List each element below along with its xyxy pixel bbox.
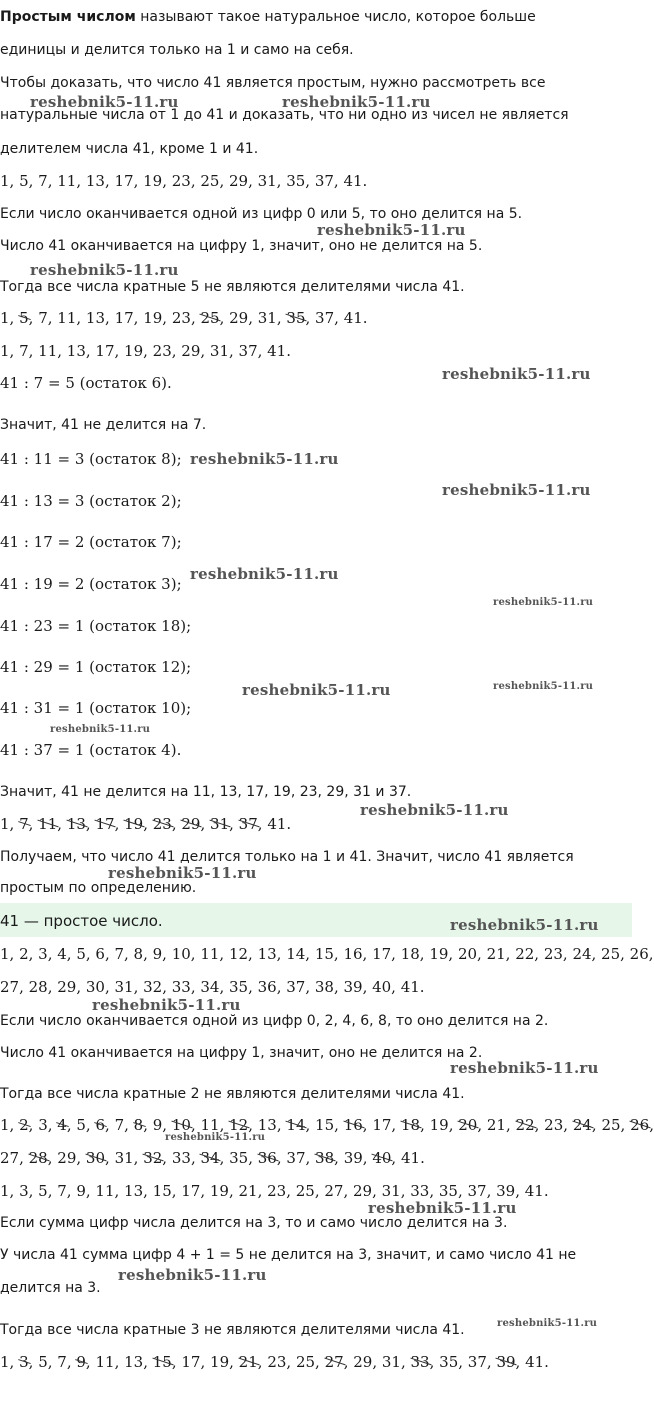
- struck-number: 16: [343, 1116, 363, 1134]
- struck-number: 4: [57, 1116, 67, 1134]
- number: 3: [38, 1116, 48, 1134]
- number: 17: [181, 1353, 201, 1371]
- division-37: 41 : 37 = 1 (остаток 4).: [0, 741, 182, 759]
- struck-number: 7: [19, 815, 29, 833]
- struck-number: 19: [124, 815, 144, 833]
- number: 17: [372, 1116, 392, 1134]
- struck-number: 3: [19, 1353, 29, 1371]
- number: 25: [601, 1116, 621, 1134]
- proof-intro-1: Чтобы доказать, что число 41 является простым, нужно рассмотреть все: [0, 75, 546, 91]
- struck-number: 24: [572, 1116, 592, 1134]
- watermark: reshebnik5-11.ru: [190, 450, 339, 468]
- number: 23: [544, 1116, 564, 1134]
- check-div-3-line-1: У числа 41 сумма цифр 4 + 1 = 5 не делится на 3, значит, и само число 41 не: [0, 1247, 577, 1263]
- struck-number: 37: [238, 815, 258, 833]
- number: 5: [76, 1116, 86, 1134]
- watermark: reshebnik5-11.ru: [442, 481, 591, 499]
- number: 35: [439, 1353, 459, 1371]
- struck-number: 36: [257, 1149, 277, 1167]
- number: 1: [0, 1353, 10, 1371]
- number: 13: [85, 309, 106, 327]
- struck-number: 31: [210, 815, 230, 833]
- watermark: reshebnik5-11.ru: [30, 261, 179, 279]
- struck-number: 11: [38, 815, 58, 833]
- number: 15: [315, 1116, 335, 1134]
- number: 19: [143, 309, 163, 327]
- struck-number: 17: [95, 815, 115, 833]
- check-div-3-line-2: делится на 3.: [0, 1280, 101, 1296]
- number: 9: [152, 1116, 163, 1134]
- definition-line-2: единицы и делится только на 1 и само на себя.: [0, 42, 354, 58]
- struck-number: 20: [458, 1116, 478, 1134]
- rule-div-5: Если число оканчивается одной из цифр 0 или 5, то оно делится на 5.: [0, 206, 523, 222]
- watermark: reshebnik5-11.ru: [118, 1266, 267, 1284]
- watermark: reshebnik5-11.ru: [108, 864, 257, 882]
- number: 19: [429, 1116, 449, 1134]
- number: 23: [171, 309, 191, 327]
- struck-number: 27: [324, 1353, 344, 1371]
- watermark: reshebnik5-11.ru: [360, 801, 509, 819]
- struck-number: 21: [238, 1353, 258, 1371]
- number: 31: [257, 309, 277, 327]
- struck-number: 12: [229, 1116, 249, 1134]
- number: 1: [0, 1116, 10, 1134]
- definition-rest: называют такое натуральное число, которое больше: [135, 9, 536, 25]
- number: 7: [38, 309, 48, 327]
- term-bold: Простым числом: [0, 9, 136, 25]
- number: 13: [124, 1353, 144, 1371]
- struck-number: 13: [66, 815, 86, 833]
- number: 29: [57, 1149, 77, 1167]
- number: 37: [315, 309, 335, 327]
- watermark: reshebnik5-11.ru: [242, 681, 391, 699]
- division-29: 41 : 29 = 1 (остаток 12);: [0, 658, 192, 676]
- conclusion-div-7: Значит, 41 не делится на 7.: [0, 417, 207, 433]
- struck-number: 18: [400, 1116, 421, 1134]
- number: 25: [295, 1353, 316, 1371]
- struck-number: 5: [19, 309, 29, 327]
- division-19: 41 : 19 = 2 (остаток 3);: [0, 575, 182, 593]
- struck-list-2-line-2: 27, 28, 29, 30, 31, 32, 33, 34, 35, 36, 37, 38, 39, 40, 41.: [0, 1149, 425, 1167]
- struck-number: 33: [410, 1353, 430, 1371]
- division-11: 41 : 11 = 3 (остаток 8);: [0, 450, 182, 468]
- all-numbers-line-2: 27, 28, 29, 30, 31, 32, 33, 34, 35, 36, 37, 38, 39, 40, 41.: [0, 978, 425, 996]
- division-17: 41 : 17 = 2 (остаток 7);: [0, 533, 182, 551]
- number: 31: [114, 1149, 134, 1167]
- struck-list-2-line-1: 1, 2, 3, 4, 5, 6, 7, 8, 9, 10, 11, 12, 13, 14, 15, 16, 17, 18, 19, 20, 21, 22, 23, 24, 25, 26,: [0, 1116, 654, 1134]
- number: 17: [114, 309, 134, 327]
- watermark: reshebnik5-11.ru: [497, 1318, 598, 1329]
- struck-number: 38: [315, 1149, 335, 1167]
- number: 1: [0, 815, 10, 833]
- check-div-2: Число 41 оканчивается на цифру 1, значит, оно не делится на 2.: [0, 1045, 483, 1061]
- division-7: 41 : 7 = 5 (остаток 6).: [0, 374, 172, 392]
- remaining-list: 1, 7, 11, 13, 17, 19, 23, 29, 31, 37, 41.: [0, 342, 291, 360]
- number: 35: [229, 1149, 249, 1167]
- struck-number: 29: [181, 815, 201, 833]
- number: 7: [57, 1353, 67, 1371]
- watermark: reshebnik5-11.ru: [493, 597, 594, 608]
- odd-list-to-41: 1, 3, 5, 7, 9, 11, 13, 15, 17, 19, 21, 23, 25, 27, 29, 31, 33, 35, 37, 39, 41.: [0, 1182, 549, 1200]
- number: 11: [57, 309, 77, 327]
- watermark: reshebnik5-11.ru: [165, 1132, 266, 1143]
- number: 41: [400, 1149, 421, 1167]
- struck-number: 15: [152, 1353, 172, 1371]
- struck-number: 14: [286, 1116, 306, 1134]
- struck-number: 2: [19, 1116, 29, 1134]
- number: 19: [210, 1353, 230, 1371]
- number: 21: [486, 1116, 506, 1134]
- struck-number: 23: [152, 815, 172, 833]
- number: 1: [0, 309, 10, 327]
- struck-list-5: 1, 5, 7, 11, 13, 17, 19, 23, 25, 29, 31, 35, 37, 41.: [0, 309, 368, 327]
- number: 33: [171, 1149, 191, 1167]
- division-13: 41 : 13 = 3 (остаток 2);: [0, 492, 182, 510]
- conclusion-not-divisible: Значит, 41 не делится на 11, 13, 17, 19, 23, 29, 31 и 37.: [0, 784, 412, 800]
- struck-list-all: 1, 7, 11, 13, 17, 19, 23, 29, 31, 37, 41.: [0, 815, 292, 833]
- rule-div-2: Если число оканчивается одной из цифр 0, 2, 4, 6, 8, то оно делится на 2.: [0, 1013, 549, 1029]
- conclusion-div-2: Тогда все числа кратные 2 не являются делителями числа 41.: [0, 1086, 465, 1102]
- number: 37: [286, 1149, 306, 1167]
- watermark: reshebnik5-11.ru: [442, 365, 591, 383]
- number: 27: [0, 1149, 20, 1167]
- number: 37: [467, 1353, 487, 1371]
- number: 39: [343, 1149, 363, 1167]
- number: 7: [114, 1116, 125, 1134]
- rule-div-3: Если сумма цифр числа делится на 3, то и само число делится на 3.: [0, 1215, 508, 1231]
- answer-text: 41 — простое число.: [0, 912, 163, 930]
- watermark: reshebnik5-11.ru: [493, 681, 594, 692]
- struck-number: 26: [630, 1116, 650, 1134]
- conclusion-div-5: Тогда все числа кратные 5 не являются делителями числа 41.: [0, 279, 465, 295]
- struck-number: 8: [133, 1116, 144, 1134]
- number: 41: [267, 815, 287, 833]
- struck-number: 34: [200, 1149, 220, 1167]
- number: 31: [381, 1353, 401, 1371]
- watermark: reshebnik5-11.ru: [190, 565, 339, 583]
- struck-number: 35: [286, 309, 306, 327]
- number: 41: [343, 309, 363, 327]
- proof-intro-3: делителем числа 41, кроме 1 и 41.: [0, 141, 259, 157]
- watermark: reshebnik5-11.ru: [450, 916, 599, 934]
- struck-number: 10: [171, 1116, 191, 1134]
- final-conclusion-1: Получаем, что число 41 делится только на 1 и 41. Значит, число 41 является: [0, 849, 574, 865]
- check-div-5: Число 41 оканчивается на цифру 1, значит, оно не делится на 5.: [0, 238, 483, 254]
- number: 23: [267, 1353, 287, 1371]
- odd-numbers-list: 1, 5, 7, 11, 13, 17, 19, 23, 25, 29, 31, 35, 37, 41.: [0, 172, 368, 190]
- struck-number: 40: [372, 1149, 392, 1167]
- definition-line-1: [0, 8, 632, 26]
- number: 13: [257, 1116, 277, 1134]
- division-23: 41 : 23 = 1 (остаток 18);: [0, 617, 192, 635]
- final-conclusion-2: простым по определению.: [0, 880, 197, 896]
- struck-number: 39: [496, 1353, 516, 1371]
- number: 29: [353, 1353, 373, 1371]
- struck-number: 25: [200, 309, 220, 327]
- number: 41: [525, 1353, 545, 1371]
- number: 11: [200, 1116, 220, 1134]
- struck-list-3: 1, 3, 5, 7, 9, 11, 13, 15, 17, 19, 21, 23, 25, 27, 29, 31, 33, 35, 37, 39, 41.: [0, 1353, 549, 1371]
- watermark: reshebnik5-11.ru: [30, 93, 179, 111]
- struck-number: 9: [76, 1353, 86, 1371]
- number: 5: [38, 1353, 48, 1371]
- watermark: reshebnik5-11.ru: [282, 93, 431, 111]
- watermark: reshebnik5-11.ru: [368, 1199, 517, 1217]
- struck-number: 22: [515, 1116, 535, 1134]
- watermark: reshebnik5-11.ru: [50, 724, 151, 735]
- struck-number: 28: [28, 1149, 48, 1167]
- division-31: 41 : 31 = 1 (остаток 10);: [0, 699, 192, 717]
- watermark: reshebnik5-11.ru: [92, 996, 241, 1014]
- proof-intro-2: натуральные числа от 1 до 41 и доказать, что ни одно из чисел не является: [0, 107, 569, 123]
- number: 11: [95, 1353, 115, 1371]
- struck-number: 6: [95, 1116, 106, 1134]
- watermark: reshebnik5-11.ru: [317, 221, 466, 239]
- all-numbers-line-1: 1, 2, 3, 4, 5, 6, 7, 8, 9, 10, 11, 12, 13, 14, 15, 16, 17, 18, 19, 20, 21, 22, 23, 24, 25, 26,: [0, 945, 654, 963]
- watermark: reshebnik5-11.ru: [450, 1059, 599, 1077]
- number: 29: [229, 309, 249, 327]
- struck-number: 30: [85, 1149, 106, 1167]
- conclusion-div-3: Тогда все числа кратные 3 не являются делителями числа 41.: [0, 1322, 465, 1338]
- struck-number: 32: [143, 1149, 163, 1167]
